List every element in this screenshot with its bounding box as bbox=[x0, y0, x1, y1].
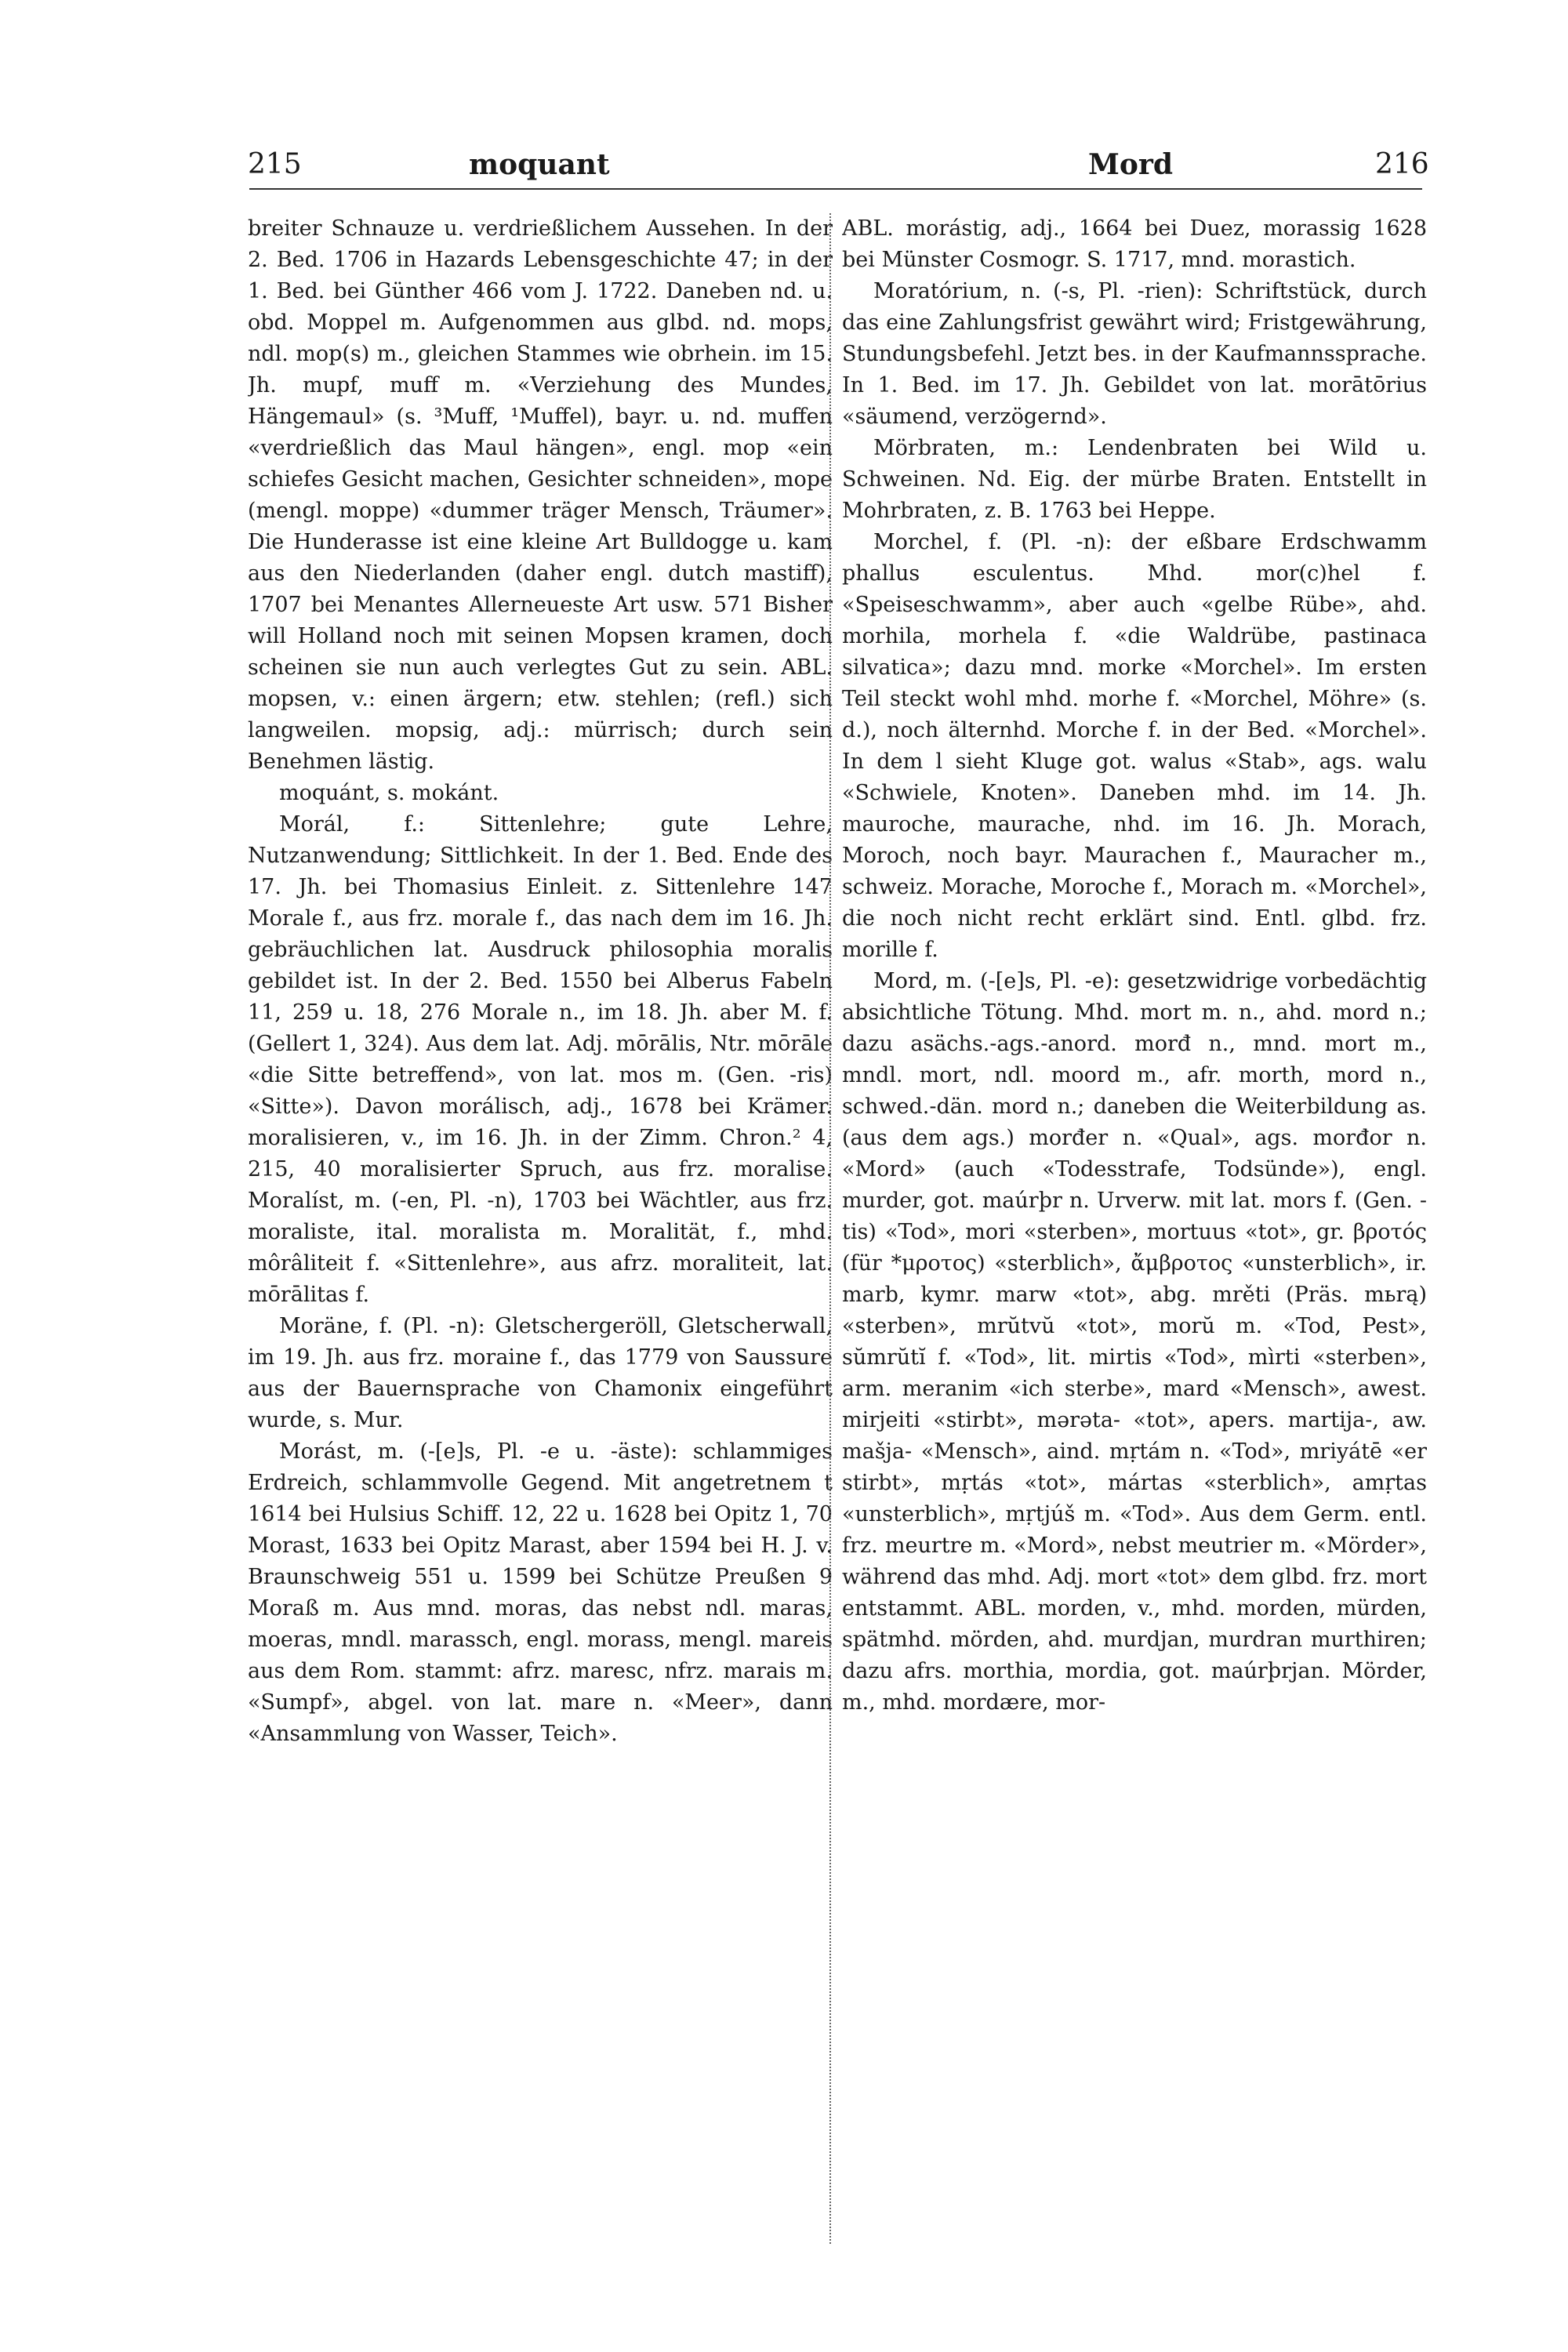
entry-paragraph: Moräne, f. (Pl. -n): Gletschergeröll, Gletscherwall, im 19. Jh. aus frz. moraine f., das 1779 von Saussure aus der Bauernsprache von Chamonix eingeführt wurde, s. Mur. bbox=[248, 1314, 833, 1432]
entry-paragraph: breiter Schnauze u. verdrießlichem Aussehen. In der 2. Bed. 1706 in Hazards Lebensgeschichte 47; in der 1. Bed. bei Günther 466 vom J. 1722. Daneben nd. u. obd. Moppel m. Aufgenommen aus glbd. nd. mops, ndl. mop(s) m., gleichen Stammes wie obrhein. im 15. Jh. mupf, muff m. «Verziehung des Mundes, Hängemaul» (s. ³Muff, ¹Muffel), bayr. u. nd. muffen «verdrießlich das Maul hängen», engl. mop «ein schiefes Gesicht machen, Gesichter schneiden», mope (mengl. moppe) «dummer träger Mensch, Träumer». Die Hunderasse ist eine kleine Art Bulldogge u. kam aus den Niederlanden (daher engl. dutch mastiff), 1707 bei Menantes Allerneueste Art usw. 571 Bisher will Holland noch mit seinen Mopsen kramen, doch scheinen sie nun auch verlegtes Gut zu sein. ABL. mopsen, v.: einen ärgern; etw. stehlen; (refl.) sich langweilen. mopsig, adj.: mürrisch; durch sein Benehmen lästig. bbox=[248, 216, 833, 774]
entry-paragraph: Mörbraten, m.: Lendenbraten bei Wild u. Schweinen. Nd. Eig. der mürbe Braten. Entstellt in Mohrbraten, z. B. 1763 bei Heppe. bbox=[842, 436, 1427, 523]
entry-paragraph: Moratórium, n. (-s, Pl. -rien): Schriftstück, durch das eine Zahlungsfrist gewährt wird; Fristgewährung, Stundungsbefehl. Jetzt bes. in der Kaufmannssprache. In 1. Bed. im 17. Jh. Gebildet von lat. morātōrius «säumend, verzögernd». bbox=[842, 279, 1427, 429]
page-number-left: 215 bbox=[248, 148, 302, 180]
left-column bbox=[248, 213, 833, 2244]
page-number-right: 216 bbox=[1375, 148, 1429, 180]
running-head-right: Mord bbox=[1088, 148, 1173, 181]
right-column bbox=[842, 213, 1427, 2244]
entry-paragraph: moquánt, s. mokánt. bbox=[279, 781, 499, 805]
entry-paragraph: Morál, f.: Sittenlehre; gute Lehre, Nutzanwendung; Sittlichkeit. In der 1. Bed. Ende des 17. Jh. bei Thomasius Einleit. z. Sittenlehre 147 Morale f., aus frz. morale f., das nach dem im 16. Jh. gebräuchlichen lat. Ausdruck philosophia moralis gebildet ist. In der 2. Bed. 1550 bei Alberus Fabeln 11, 259 u. 18, 276 Morale n., im 18. Jh. aber M. f. (Gellert 1, 324). Aus dem lat. Adj. mōrālis, Ntr. mōrāle «die Sitte betreffend», von lat. mos m. (Gen. -ris) «Sitte»). Davon morálisch, adj., 1678 bei Krämer. moralisieren, v., im 16. Jh. in der Zimm. Chron.² 4, 215, 40 moralisierter Spruch, aus frz. moralise. Moralíst, m. (-en, Pl. -n), 1703 bei Wächtler, aus frz. moraliste, ital. moralista m. Moralität, f., mhd. môrâliteit f. «Sittenlehre», aus afrz. moraliteit, lat. mōrālitas f. bbox=[248, 812, 833, 1307]
running-head-left: moquant bbox=[469, 148, 610, 181]
entry-paragraph: ABL. morástig, adj., 1664 bei Duez, morassig 1628 bei Münster Cosmogr. S. 1717, mnd. morastich. bbox=[842, 216, 1427, 272]
entry-paragraph: Morchel, f. (Pl. -n): der eßbare Erdschwamm phallus esculentus. Mhd. mor(c)hel f. «Speiseschwamm», aber auch «gelbe Rübe», ahd. morhila, morhela f. «die Waldrübe, pastinaca silvatica»; dazu mnd. morke «Morchel». Im ersten Teil steckt wohl mhd. morhe f. «Morchel, Möhre» (s. d.), noch älternhd. Morche f. in der Bed. «Morchel». In dem l sieht Kluge got. walus «Stab», ags. walu «Schwiele, Knoten». Daneben mhd. im 14. Jh. mauroche, maurache, nhd. im 16. Jh. Morach, Moroch, noch bayr. Maurachen f., Mauracher m., schweiz. Morache, Moroche f., Morach m. «Morchel», die noch nicht recht erklärt sind. Entl. glbd. frz. morille f. bbox=[842, 530, 1427, 962]
column-divider bbox=[829, 213, 831, 2244]
entry-paragraph: Mord, m. (-[e]s, Pl. -e): gesetzwidrige vorbedächtig absichtliche Tötung. Mhd. mort m. n., ahd. mord n.; dazu asächs.-ags.-anord. morđ n., mnd. mort m., mndl. mort, ndl. moord m., afr. morth, mord n., schwed.-dän. mord n.; daneben die Weiterbildung as. (aus dem ags.) morđer n. «Qual», ags. morđor n. «Mord» (auch «Todesstrafe, Todsünde»), engl. murder, got. maúrþr n. Urverw. mit lat. mors f. (Gen. -tis) «Tod», mori «sterben», mortuus «tot», gr. βροτός (für *μροτος) «sterblich», ἄμβροτος «unsterblich», ir. marb, kymr. marw «tot», abg. mrěti (Präs. mьrą) «sterben», mrŭtvŭ «tot», morŭ m. «Tod, Pest», sŭmrŭtĭ f. «Tod», lit. mirtis «Tod», mìrti «sterben», arm. meranim «ich sterbe», mard «Mensch», awest. mirjeiti «stirbt», mərəta- «tot», apers. martija-, aw. mašja- «Mensch», aind. mṛtám n. «Tod», mriyátē «er stirbt», mṛtás «tot», mártas «sterblich», amṛtas «unsterblich», mṛtjúš m. «Tod». Aus dem Germ. entl. frz. meurtre m. «Mord», nebst meutrier m. «Mörder», während das mhd. Adj. mort «tot» dem glbd. frz. mort entstammt. ABL. morden, v., mhd. morden, mürden, spätmhd. mörden, ahd. murdjan, murdran murthiren; dazu afrs. morthia, mordia, got. maúrþrjan. Mörder, m., mhd. mordære, mor- bbox=[842, 969, 1427, 1715]
header-rule bbox=[249, 188, 1422, 190]
entry-paragraph: Morást, m. (-[e]s, Pl. -e u. -äste): schlammiges Erdreich, schlammvolle Gegend. Mit angetretnem t 1614 bei Hulsius Schiff. 12, 22 u. 1628 bei Opitz 1, 70 Morast, 1633 bei Opitz Marast, aber 1594 bei H. J. v. Braunschweig 551 u. 1599 bei Schütze Preußen 9 Moraß m. Aus mnd. moras, das nebst ndl. maras, moeras, mndl. marassch, engl. morass, mengl. mareis aus dem Rom. stammt: afrz. maresc, nfrz. marais m. «Sumpf», abgel. von lat. mare n. «Meer», dann «Ansammlung von Wasser, Teich». bbox=[248, 1439, 833, 1746]
